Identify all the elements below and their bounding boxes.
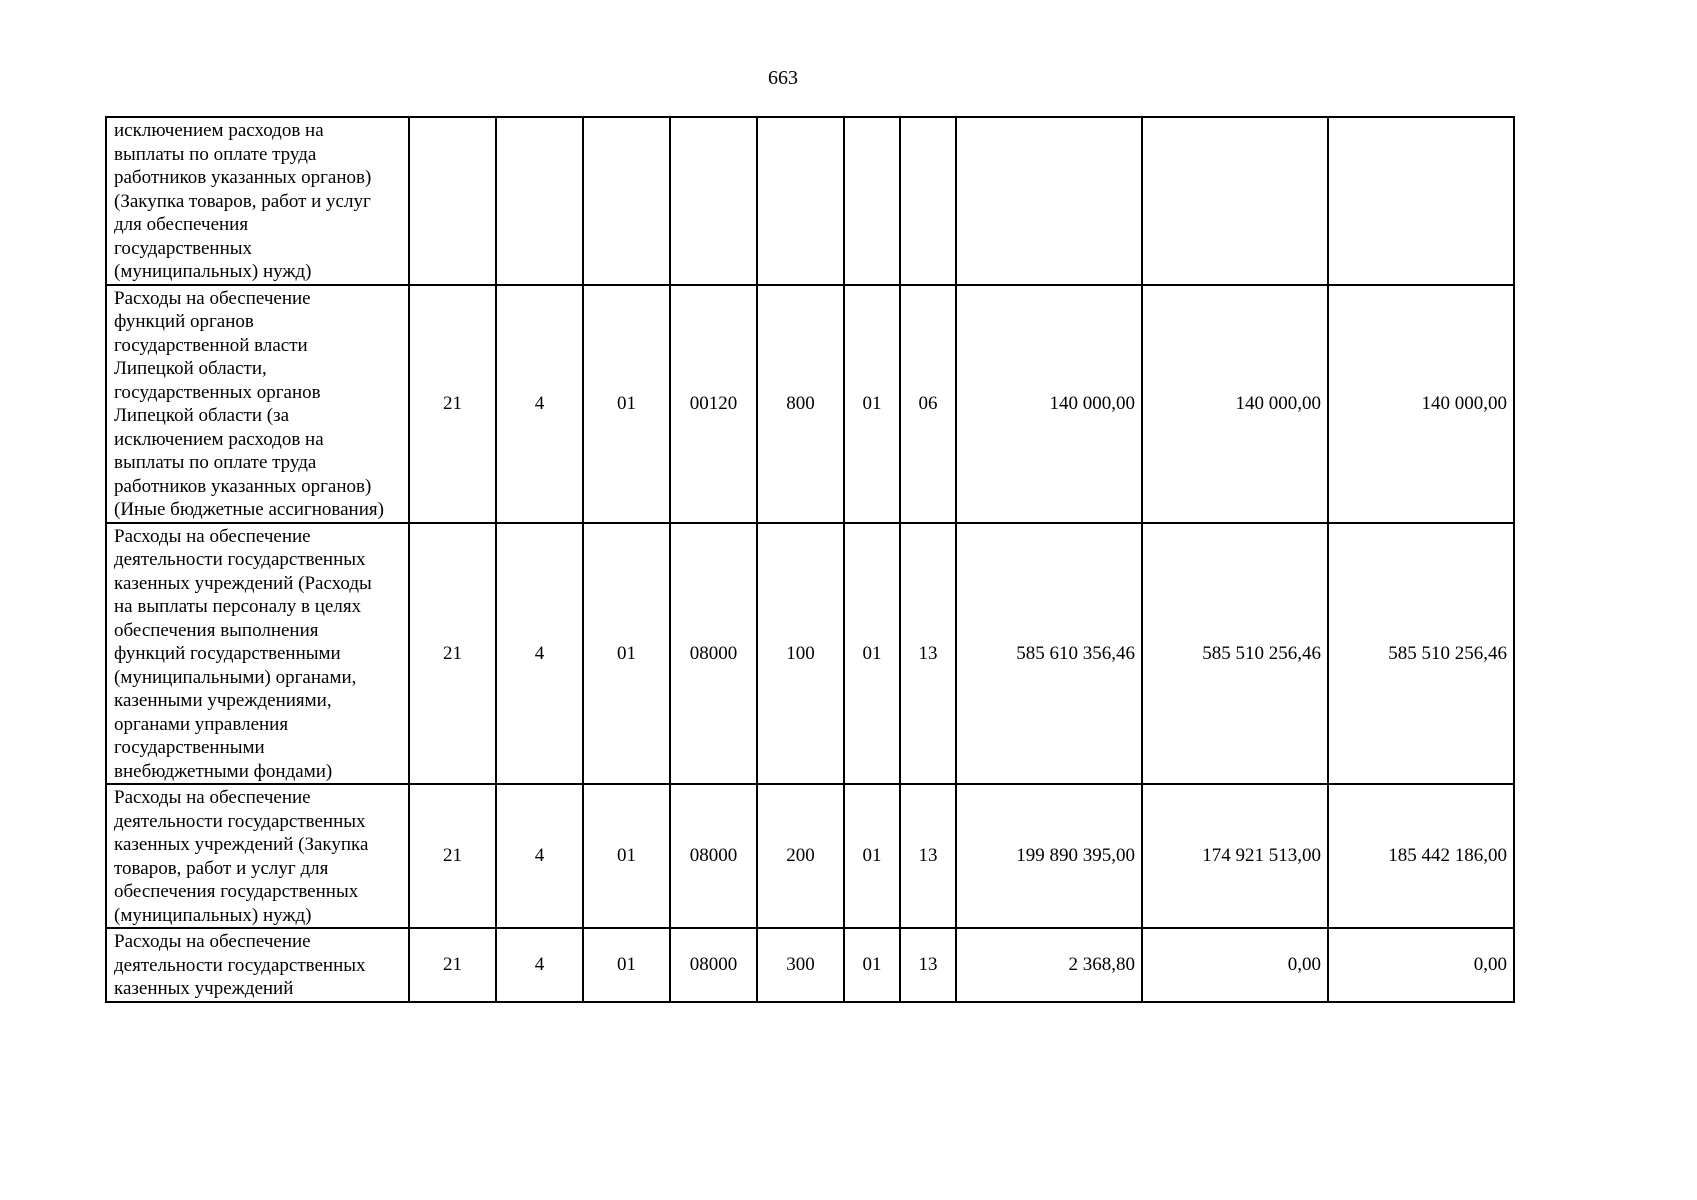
code-ministry-cell: 21 xyxy=(409,523,496,785)
code-ministry-cell: 21 xyxy=(409,784,496,928)
code-ministry-cell: 21 xyxy=(409,928,496,1002)
description-line: товаров, работ и услуг для xyxy=(114,857,329,879)
description-line: выплаты по оплате труда xyxy=(114,452,317,473)
description-cell xyxy=(106,784,409,928)
description-line: выплаты по оплате труда xyxy=(114,143,317,165)
description-line: Расходы на обеспечение xyxy=(114,787,311,808)
code-subsection-cell: 13 xyxy=(900,523,956,785)
description-line: государственных органов xyxy=(114,381,321,403)
code-section-cell: 01 xyxy=(844,523,900,785)
table-row xyxy=(106,117,1514,285)
code-program-cell: 4 xyxy=(496,285,583,523)
table-row xyxy=(106,523,1514,785)
table-row xyxy=(106,784,1514,928)
code-subprogram-cell: 01 xyxy=(583,285,670,523)
page-number: 663 xyxy=(768,67,798,89)
code-direction-cell: 08000 xyxy=(670,784,757,928)
description-line: государственных xyxy=(114,237,253,259)
description-line: (муниципальными) органами, xyxy=(114,666,357,688)
description-line: Расходы на обеспечение xyxy=(114,525,311,547)
description-line: обеспечения государственных xyxy=(114,881,359,902)
description-line: (муниципальных) нужд) xyxy=(114,904,312,926)
code-subsection-cell: 13 xyxy=(900,784,956,928)
code-subsection-cell: 06 xyxy=(900,285,956,523)
description-line: деятельности государственных xyxy=(114,549,366,570)
code-section-cell: 01 xyxy=(844,784,900,928)
description-line: (Закупка товаров, работ и услуг xyxy=(114,190,371,212)
code-subprogram-cell: 01 xyxy=(583,784,670,928)
amount-year-1-cell: 199 890 395,00 xyxy=(956,784,1142,928)
description-line: работников указанных органов) xyxy=(114,167,372,188)
description-line: функций государственными xyxy=(114,643,341,664)
amount-year-2-cell: 174 921 513,00 xyxy=(1142,784,1328,928)
code-ministry-cell: 21 xyxy=(409,285,496,523)
description-line: (муниципальных) нужд) xyxy=(114,261,312,282)
amount-year-2-cell: 140 000,00 xyxy=(1142,285,1328,523)
budget-table xyxy=(105,116,1515,1003)
description-line: Расходы на обеспечение xyxy=(114,931,311,952)
amount-year-3-cell: 140 000,00 xyxy=(1328,285,1514,523)
code-subsection-cell: 13 xyxy=(900,928,956,1002)
code-program-cell: 4 xyxy=(496,928,583,1002)
description-cell xyxy=(106,285,409,523)
amount-year-3-cell: 585 510 256,46 xyxy=(1328,523,1514,785)
table-row xyxy=(106,285,1514,523)
amount-year-1-cell: 585 610 356,46 xyxy=(956,523,1142,785)
amount-year-1-cell xyxy=(956,117,1142,285)
description-line: внебюджетными фондами) xyxy=(114,760,333,782)
code-section-cell: 01 xyxy=(844,285,900,523)
description-line: казенных учреждений (Расходы xyxy=(114,572,372,594)
amount-year-3-cell: 185 442 186,00 xyxy=(1328,784,1514,928)
description-line: Липецкой области (за xyxy=(114,405,290,426)
code-subsection-cell xyxy=(900,117,956,285)
code-section-cell xyxy=(844,117,900,285)
amount-year-2-cell xyxy=(1142,117,1328,285)
amount-year-3-cell: 0,00 xyxy=(1328,928,1514,1002)
description-line: государственными xyxy=(114,737,265,758)
code-expense-type-cell: 100 xyxy=(757,523,844,785)
table-row xyxy=(106,928,1514,1002)
description-line: на выплаты персоналу в целях xyxy=(114,596,362,617)
code-ministry-cell xyxy=(409,117,496,285)
description-line: государственной власти xyxy=(114,334,308,356)
description-line: органами управления xyxy=(114,713,289,735)
code-section-cell: 01 xyxy=(844,928,900,1002)
description-line: казенных учреждений xyxy=(114,978,294,999)
code-expense-type-cell xyxy=(757,117,844,285)
description-line: исключением расходов на xyxy=(114,428,324,450)
description-line: работников указанных органов) xyxy=(114,475,372,497)
description-line: казенными учреждениями, xyxy=(114,690,332,711)
code-direction-cell xyxy=(670,117,757,285)
amount-year-3-cell xyxy=(1328,117,1514,285)
amount-year-1-cell: 2 368,80 xyxy=(956,928,1142,1002)
description-cell xyxy=(106,928,409,1002)
code-direction-cell: 08000 xyxy=(670,523,757,785)
code-subprogram-cell: 01 xyxy=(583,928,670,1002)
code-subprogram-cell xyxy=(583,117,670,285)
description-cell xyxy=(106,117,409,285)
amount-year-2-cell: 585 510 256,46 xyxy=(1142,523,1328,785)
code-program-cell: 4 xyxy=(496,523,583,785)
code-direction-cell: 08000 xyxy=(670,928,757,1002)
code-program-cell: 4 xyxy=(496,784,583,928)
description-line: Расходы на обеспечение xyxy=(114,287,311,309)
description-line: Липецкой области, xyxy=(114,358,267,379)
code-expense-type-cell: 300 xyxy=(757,928,844,1002)
description-line: казенных учреждений (Закупка xyxy=(114,834,369,855)
description-line: функций органов xyxy=(114,311,254,332)
description-line: для обеспечения xyxy=(114,214,249,235)
code-program-cell xyxy=(496,117,583,285)
code-expense-type-cell: 200 xyxy=(757,784,844,928)
description-line: обеспечения выполнения xyxy=(114,619,319,641)
code-direction-cell: 00120 xyxy=(670,285,757,523)
code-subprogram-cell: 01 xyxy=(583,523,670,785)
description-line: деятельности государственных xyxy=(114,954,366,976)
code-expense-type-cell: 800 xyxy=(757,285,844,523)
description-line: исключением расходов на xyxy=(114,120,324,141)
description-line: (Иные бюджетные ассигнования) xyxy=(114,499,384,520)
description-line: деятельности государственных xyxy=(114,810,366,832)
description-cell xyxy=(106,523,409,785)
amount-year-1-cell: 140 000,00 xyxy=(956,285,1142,523)
amount-year-2-cell: 0,00 xyxy=(1142,928,1328,1002)
